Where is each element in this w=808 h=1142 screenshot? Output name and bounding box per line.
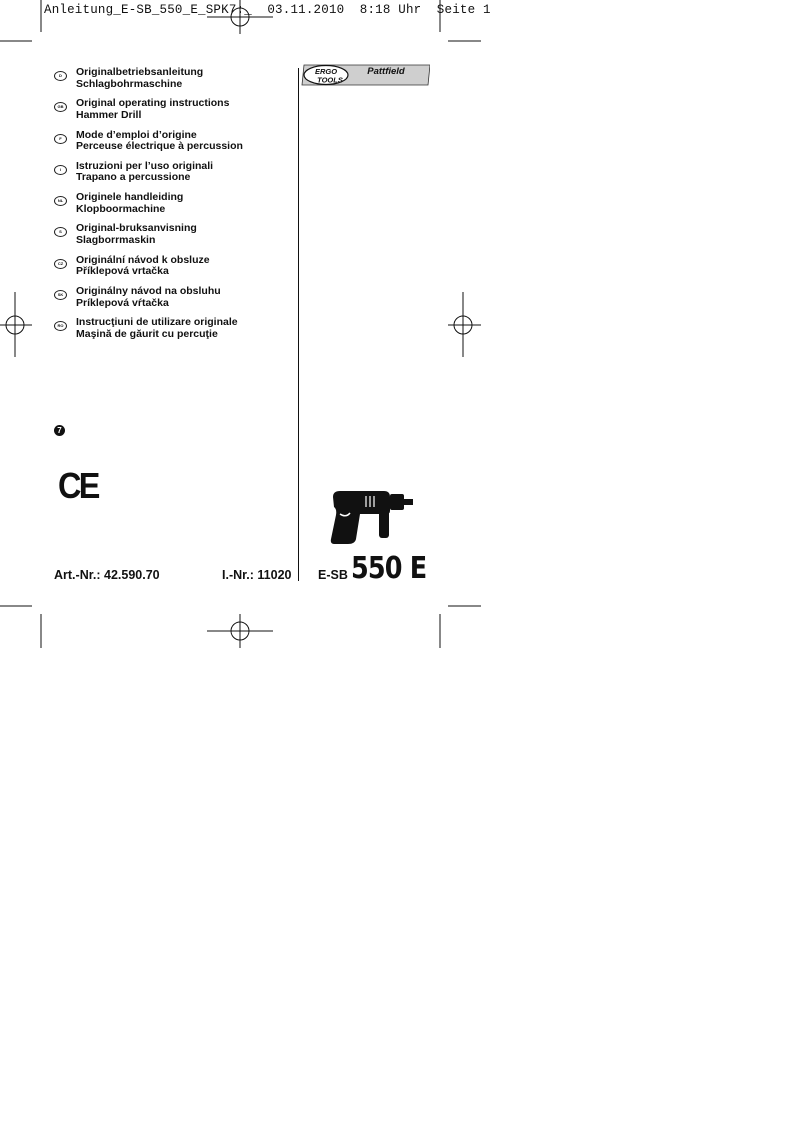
registration-mark-left — [0, 292, 32, 357]
language-item-cz — [54, 255, 294, 286]
language-item-ro — [54, 317, 294, 348]
country-code-icon: I — [54, 165, 67, 175]
registration-mark-right — [448, 292, 481, 357]
country-code-icon: S — [54, 227, 67, 237]
logo-tools: TOOLS — [317, 75, 343, 85]
header-page: Seite 1 — [436, 3, 491, 17]
manual-title: Istruzioni per l’uso originali — [76, 159, 214, 172]
manual-title: Original-bruksanvisning — [76, 222, 197, 235]
language-item-de — [54, 67, 294, 98]
registration-mark-bottom — [207, 614, 273, 648]
product-name: Perceuse électrique à percussion — [76, 140, 243, 153]
header-filename: Anleitung_E-SB_550_E_SPK7:_ — [44, 3, 252, 17]
brand-logo — [300, 63, 430, 87]
product-name: Schlagbohrmaschine — [76, 77, 183, 90]
language-item-nl — [54, 192, 294, 223]
manual-title: Instrucţiuni de utilizare originale — [76, 316, 238, 329]
country-code-icon: SK — [54, 290, 67, 300]
manual-title: Originalbetriebsanleitung — [76, 66, 204, 78]
manual-title: Originálny návod na obsluhu — [76, 285, 221, 298]
article-number: Art.-Nr.: 42.590.70 — [54, 568, 160, 582]
country-code-icon: GB — [54, 102, 67, 112]
model-prefix: E-SB — [318, 568, 348, 582]
model-number: 550 E — [351, 551, 427, 586]
country-code-icon: D — [54, 71, 67, 81]
manual-title: Originální návod k obsluze — [76, 253, 210, 266]
hammer-drill-icon — [326, 487, 416, 545]
language-item-se — [54, 223, 294, 254]
language-item-it — [54, 161, 294, 192]
language-list — [54, 67, 294, 349]
product-name: Klopboormachine — [76, 202, 166, 215]
product-name: Maşină de găurit cu percuţie — [76, 327, 218, 340]
product-name: Hammer Drill — [76, 108, 142, 121]
ident-number: I.-Nr.: 11020 — [222, 568, 292, 582]
language-item-gb — [54, 98, 294, 129]
header-time: 8:18 Uhr — [359, 3, 422, 17]
country-code-icon: NL — [54, 196, 67, 206]
country-code-icon: RO — [54, 321, 67, 331]
manual-title: Original operating instructions — [76, 97, 230, 110]
country-code-icon: F — [54, 134, 67, 144]
manual-title: Mode d’emploi d’origine — [76, 128, 197, 141]
product-name: Příklepová vrtačka — [76, 265, 169, 278]
product-name: Trapano a percussione — [76, 171, 191, 184]
language-item-fr — [54, 130, 294, 161]
column-divider — [298, 68, 299, 581]
product-name: Slagborrmaskin — [76, 233, 156, 246]
language-item-sk — [54, 286, 294, 317]
ce-mark: CE — [58, 465, 98, 506]
warranty-badge: 7 — [54, 425, 65, 436]
logo-ergo: ERGO — [314, 67, 338, 76]
header-date: 03.11.2010 — [267, 3, 345, 17]
manual-title: Originele handleiding — [76, 191, 184, 204]
country-code-icon: CZ — [54, 259, 67, 269]
product-name: Príklepová vŕtačka — [76, 296, 169, 309]
logo-brand: Pattfield — [367, 66, 405, 77]
registration-mark-top — [207, 0, 273, 34]
